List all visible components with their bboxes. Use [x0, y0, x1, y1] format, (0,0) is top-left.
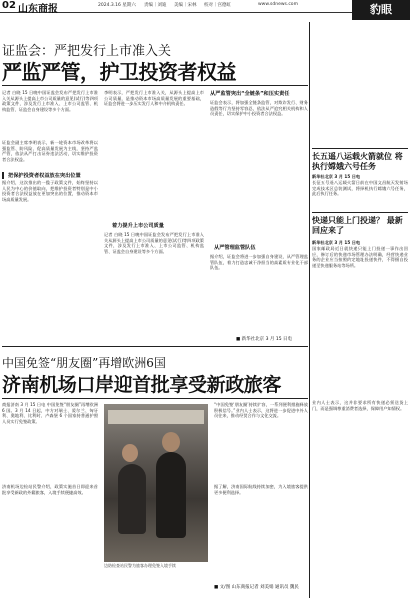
lead-kicker: 证监会：严把发行上市准入关	[2, 44, 172, 59]
lead-col2: 据介绍，这次推出的一揽子政策文件，始终坚持以人民为中心的价值取向，把维护投资者特别是中小投资者合法权益放在更加突出的位置，推动资本市场高质量发展。	[2, 180, 98, 202]
lead-col1: 记者 白晓 15 日晚中国证监会发布严把发行上市准入关从源头上提高上市公司质量的意见(试行)等四项政策文件，涉及发行上市准入、上市公司监管、机构监管、证监会自身建设等多个方面。	[2, 90, 98, 112]
lead-col3: 李明表示，严把发行上市准入关，从源头上提高上市公司质量，是推动资本市场高质量发展的重要基础，证监会将进一步压实发行人和中介机构责任。	[104, 90, 204, 107]
lead-col3b: 记者 白晓 15 日晚中国证监会发布严把发行上市准入关从源头上提高上市公司质量的意见(试行)等四项政策文件，涉及发行上市准入、上市公司监管、机构监管、证监会自身建设等多个方面。	[104, 232, 204, 254]
page-number: 02	[2, 0, 16, 11]
second-col2b: 据了解，济南国际航线持续加密，为入境旅客提供更多便利选择。	[214, 484, 308, 495]
lead-byline: ■ 新华社北京 3 月 15 日电	[236, 337, 292, 342]
second-byline: ■ 文/图 山东商报记者 刘美娟 通讯员 魏民	[214, 585, 299, 590]
lead-col4: 证监会表示，将加强全链条监管，对欺诈发行、财务造假等行为坚持零容忍，依法从严追究相关机构和人员责任，切实保护中小投资者合法权益。	[210, 100, 308, 117]
right-headline-1: 长五遥八运载火箭就位 将执行嫦娥六号任务	[312, 152, 403, 171]
page-header	[0, 0, 410, 13]
divider	[2, 398, 308, 399]
lead-headline: 严监严管，护卫投资者权益	[2, 60, 236, 84]
paper-logo: 豹眼	[352, 0, 410, 20]
second-kicker: 中国免签“朋友圈”再增欧洲6国	[2, 356, 166, 370]
website[interactable]: www.sdnews.com	[258, 2, 298, 7]
border-check-photo	[104, 404, 208, 562]
lead-subhead-2: 着力提升上市公司质量	[112, 223, 164, 229]
lead-subhead-1: 把保护投资者权益放在突出位置	[2, 172, 81, 179]
issue-date: 2024.3.16 星期六	[98, 3, 136, 8]
second-headline: 济南机场口岸迎首批享受新政旅客	[2, 374, 282, 396]
divider	[312, 212, 408, 213]
proof-credit: 校对｜宫德虹	[204, 3, 231, 8]
column-rule	[309, 22, 310, 598]
right-story-1: 长征五号遥八运载火箭日前在中国文昌航天发射场完成技术区总装测试，将择机执行嫦娥六号任务，此后执行任务。	[312, 180, 408, 197]
second-col2: “中国免签‘朋友圈’持续扩容，一系列便利措施释放积极信号。”业内人士表示，这将进一步促进中外人员往来，推动经贸合作与文化交流。	[214, 402, 308, 419]
right-dateline-2: 新华社北京 3 月 15 日电	[312, 240, 361, 245]
lead-subhead-3: 从严监管突出“全链条”和压实责任	[210, 91, 290, 97]
right-story-2b: 业内人士表示，这并非要求所有快递必须送货上门，而是强调尊重消费者选择，保障用户知情权。	[312, 400, 408, 411]
right-headline-2: 快递只能上门投递？ 最新回应来了	[312, 216, 403, 235]
section-title: 山东商报	[18, 4, 58, 15]
lead-col4b: 据介绍，证监会将进一步加强自身建设，从严管理监管队伍，着力打造忠诚干净担当的高素质专业化干部队伍。	[210, 254, 308, 271]
second-col1b: 济南机场边检站民警介绍，政策实施首日即迎来首批享受新政的外籍旅客，入境手续便捷高效。	[2, 484, 98, 495]
design-credit: 美编｜宋林	[174, 3, 197, 8]
second-col1: 商报济南 3 月 15 日电 中国免签“朋友圈”再增欧洲 6 国。3 月 14 日起，中方对瑞士、爱尔兰、匈牙利、奥地利、比利时、卢森堡 6 个国家持普通护照人员实行免签政策。	[2, 402, 98, 424]
editor-credit: 责编｜刘迪	[144, 3, 167, 8]
divider	[2, 85, 308, 86]
right-dateline-1: 新华社北京 3 月 15 日电	[312, 174, 361, 179]
photo-caption: 边防检查站民警为旅客办理免签入境手续	[104, 563, 176, 568]
divider	[312, 148, 408, 149]
right-story-2: 国家邮政局近日就快递只能上门投递一事作出回应，修订后的快递市场管理办法明确，经营快递业务的企业应当按照约定地址投递快件，不得擅自投递至快递服务站等场所。	[312, 246, 408, 268]
lead-subhead-4: 从严管理监管队伍	[214, 245, 256, 251]
lead-col1b: 证监会副主席李明表示，新一轮资本市场改革将以强监管、防风险、促高质量发展为主线，坚持严监严管，依法从严打击证券违法活动，切实维护投资者合法权益。	[2, 140, 98, 162]
divider	[2, 346, 308, 347]
